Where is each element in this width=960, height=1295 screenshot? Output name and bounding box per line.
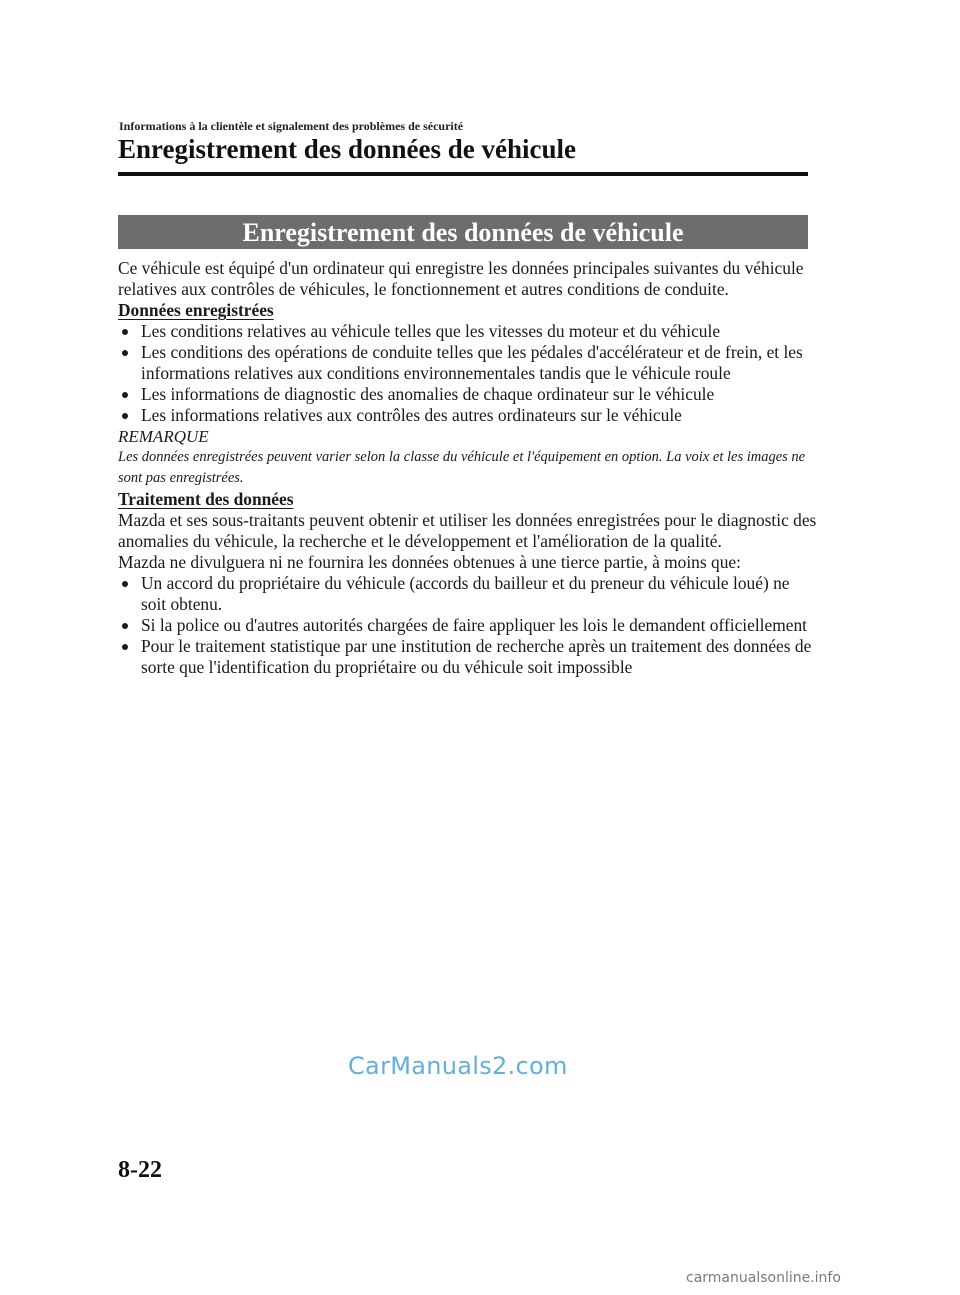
intro-paragraph: Ce véhicule est équipé d'un ordinateur qui enregistre les données principales suivantes du véhicule relatives aux contrôles de véhicules, le fonctionnement et autres conditions de conduite. <box>118 258 804 299</box>
list-item: Les conditions des opérations de conduite telles que les pédales d'accélérateur et de frein, et les informations relatives aux conditions environnementales tandis que le véhicule roule <box>118 342 818 384</box>
list-item: Pour le traitement statistique par une institution de recherche après un traitement des données de sorte que l'identification du propriétaire ou du véhicule soit impossible <box>118 636 818 678</box>
note-text: Les données enregistrées peuvent varier selon la classe du véhicule et l'équipement en option. La voix et les images ne sont pas enregistrées. <box>118 449 806 486</box>
processing-paragraph: Mazda et ses sous-traitants peuvent obtenir et utiliser les données enregistrées pour le diagnostic des anomalies du véhicule, la recherche et le développement et l'amélioration de la qualité. <box>118 510 817 551</box>
list-item: Les informations relatives aux contrôles des autres ordinateurs sur le véhicule <box>118 405 818 426</box>
watermark-link[interactable]: CarManuals2.com <box>348 1052 568 1080</box>
list-item: Un accord du propriétaire du véhicule (accords du bailleur et du preneur du véhicule loué) ne soit obtenu. <box>118 573 818 615</box>
recorded-data-list <box>118 321 818 426</box>
content <box>118 258 818 678</box>
recorded-data-heading: Données enregistrées <box>118 300 274 320</box>
data-processing-heading: Traitement des données <box>118 489 294 509</box>
list-item: Si la police ou d'autres autorités chargées de faire appliquer les lois le demandent officiellement <box>118 615 818 636</box>
list-item: Les informations de diagnostic des anomalies de chaque ordinateur sur le véhicule <box>118 384 818 405</box>
note-title: REMARQUE <box>118 427 209 446</box>
processing-paragraph-2: Mazda ne divulguera ni ne fournira les données obtenues à une tierce partie, à moins que: <box>118 552 741 572</box>
footer-url[interactable]: carmanualsonline.info <box>686 1270 841 1286</box>
header-divider <box>118 172 808 176</box>
disclosure-conditions-list <box>118 573 818 678</box>
section-banner: Enregistrement des données de véhicule <box>118 215 808 249</box>
page-title: Enregistrement des données de véhicule <box>118 134 576 164</box>
page-number: 8-22 <box>118 1157 162 1183</box>
chapter-header: Informations à la clientèle et signalement des problèmes de sécurité <box>119 119 464 133</box>
list-item: Les conditions relatives au véhicule telles que les vitesses du moteur et du véhicule <box>118 321 818 342</box>
